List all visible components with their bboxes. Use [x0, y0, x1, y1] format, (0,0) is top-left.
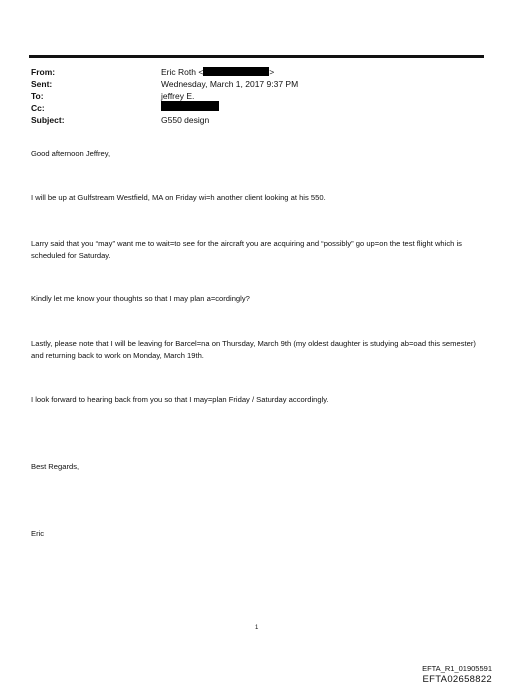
paragraph-1: I will be up at Gulfstream Westfield, MA on Friday wi=h another client looking at his 550. [31, 193, 326, 202]
closing: Best Regards, [31, 462, 80, 471]
header-divider [29, 55, 484, 58]
from-tail: > [269, 67, 275, 77]
reference-code-small: EFTA_R1_01905591 [422, 664, 492, 673]
from-name: Eric Roth < [161, 67, 204, 77]
page-number: 1 [255, 625, 259, 631]
subject-label: Subject: [31, 115, 65, 125]
sent-value: Wednesday, March 1, 2017 9:37 PM [161, 79, 299, 89]
sent-label: Sent: [31, 79, 53, 89]
cc-value [161, 101, 219, 112]
subject-value: G550 design [161, 115, 210, 125]
paragraph-3: Kindly let me know your thoughts so that I may plan a=cordingly? [31, 294, 250, 303]
from-value [161, 67, 274, 77]
redaction-box [203, 67, 269, 76]
paragraph-2: Larry said that you “may” want me to wait=to see for the aircraft you are acquiring and “possibly” go up=on the test flight which is scheduled for Saturday. [31, 239, 462, 260]
to-value: jeffrey E. [161, 91, 195, 101]
greeting: Good afternoon Jeffrey, [31, 149, 111, 158]
paragraph-4: Lastly, please note that I will be leaving for Barcel=na on Thursday, March 9th (my oldest daughter is studying ab=oad this semester) and returning back to work on Monday, March 19th. [31, 339, 476, 360]
from-label: From: [31, 67, 56, 77]
paragraph-5: I look forward to hearing back from you so that I may=plan Friday / Saturday accordingly. [31, 395, 329, 404]
to-label: To: [31, 91, 44, 101]
reference-code-large: EFTA02658822 [422, 674, 492, 685]
cc-label: Cc: [31, 103, 45, 113]
signature: Eric [31, 529, 45, 538]
redaction-box [161, 101, 219, 111]
